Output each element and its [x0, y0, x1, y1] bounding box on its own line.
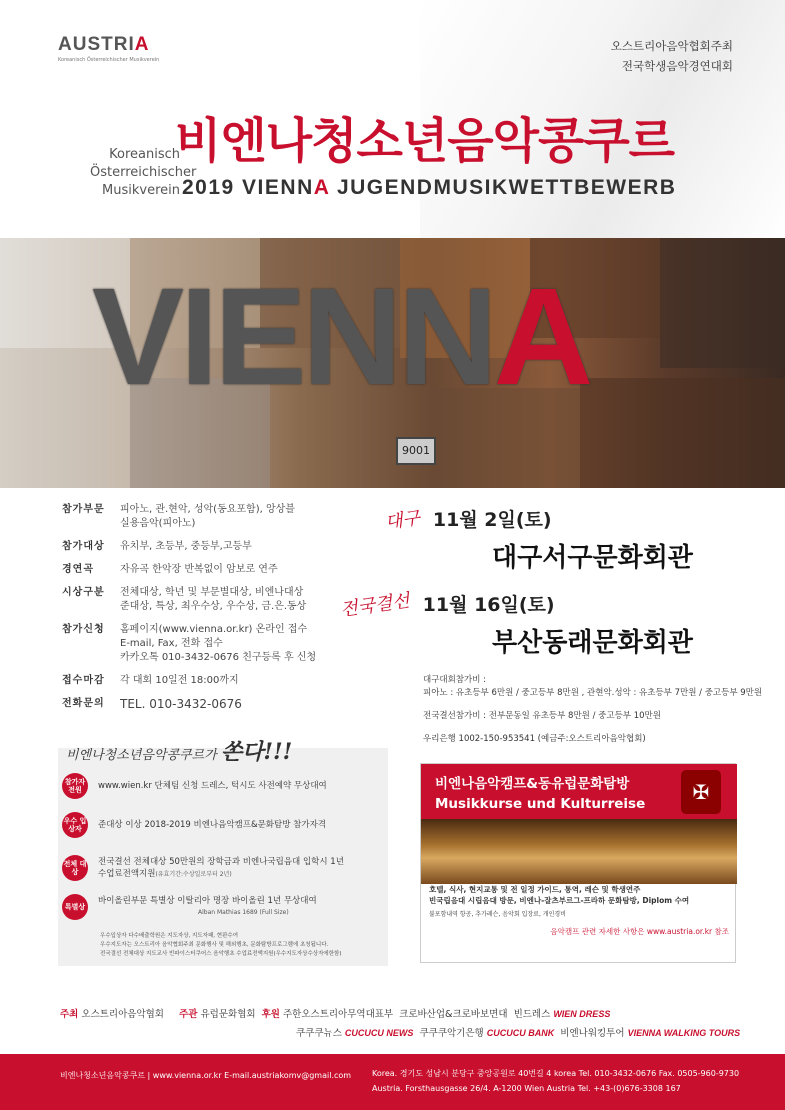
music-camp-box: [420, 763, 736, 963]
host-name: 오스트리아음악협회: [81, 1009, 164, 1020]
benefit-badge: 전체 대상: [62, 855, 88, 881]
fee-label: 대구대회참가비 :: [423, 675, 487, 685]
host-label: 주최: [60, 1009, 79, 1020]
organizer-name: 유럽문화협회: [200, 1009, 256, 1020]
note-line: 우수입상자 다수배출학원은 지도자상, 지도자패, 현판수여: [100, 933, 239, 939]
info-row: [62, 697, 392, 711]
info-row: [62, 674, 392, 688]
info-line: 카카오톡 010-3432-0676 친구등록 후 신청: [120, 652, 317, 663]
info-value: [110, 563, 392, 577]
sponsor-name: 빈드레스: [513, 1009, 551, 1020]
sponsor-name: 쿠쿠쿠뉴스: [296, 1028, 342, 1039]
organizer-line: 전국학생음악경연대회: [621, 59, 733, 73]
camp-line: 호텔, 식사, 현지교통 및 전 일정 가이드, 통역, 레슨 및 학생연주: [429, 885, 641, 894]
photo-tile: [580, 378, 785, 488]
fee-line: 피아노 : 유초등부 6만원 / 중고등부 8만원 , 관현악.성악 : 유초등부 7만원 / 중고등부 9만원: [423, 688, 763, 698]
austria-logo: AUSTRIA: [58, 34, 150, 55]
footer-address-austria: Austria. Forsthausgasse 26/4. A-1200 Wien Austria Tel. +43-(0)676-3308 167: [372, 1084, 681, 1093]
german-title: 2019 VIENNA JUGENDMUSIKWETTBEWERB: [182, 176, 677, 199]
info-line: 준대상, 특상, 최우수상, 우수상, 금.은.동상: [120, 601, 307, 612]
photo-tile: [660, 238, 785, 368]
camp-title: 비엔나음악캠프&동유럽문화탐방: [435, 776, 630, 792]
organizer-info: [611, 36, 733, 76]
info-row: [62, 563, 392, 577]
benefit-row: [62, 812, 382, 838]
association-name: [90, 146, 197, 200]
benefit-badge: 우수 입상자: [62, 812, 88, 838]
camp-line: 불포함내역 항공, 추가레슨, 음악회 입장료, 개인경비: [429, 911, 566, 918]
sponsor-name: 주한오스트리아무역대표부: [282, 1009, 394, 1020]
camp-details: [429, 884, 729, 937]
event-date: 11월 16일(토): [422, 594, 555, 616]
fee-info: [423, 674, 762, 746]
footer-contact: 비엔나청소년음악콩쿠르 | www.vienna.or.kr E-mail.austriakomv@gmail.com: [60, 1071, 352, 1080]
event-city: 전국결선: [339, 590, 411, 621]
info-value: [110, 540, 392, 554]
benefit-line: 수업료전액지원: [98, 868, 156, 879]
info-line: TEL. 010-3432-0676: [120, 697, 242, 711]
info-key: 참가대상: [62, 541, 105, 552]
info-value: [110, 674, 392, 688]
info-key: 시상구분: [62, 587, 105, 598]
benefit-row: [62, 855, 382, 881]
benefit-text: [88, 780, 327, 792]
benefit-line: www.wien.kr 단체팀 신청 드레스, 턱시도 사전예약 무상대여: [98, 781, 327, 791]
info-line: E-mail, Fax, 전화 접수: [120, 638, 223, 649]
info-line: 유치부, 초등부, 중등부,고등부: [120, 541, 252, 552]
sponsor-name: 비엔나워킹투어: [560, 1028, 625, 1039]
concert-hall-photo: [421, 819, 737, 884]
support-label: 후원: [261, 1009, 280, 1020]
association-line: Koreanisch: [109, 147, 180, 162]
eagle-crest-icon: ✠: [681, 770, 721, 814]
benefits-headline: 비엔나청소년음악콩쿠르가 쏜다!!!: [66, 739, 293, 765]
camp-line: 빈국립음대 시립음대 방문, 비엔나-잘츠부르그-프라하 문화탐방, Diplom 수여: [429, 896, 690, 905]
event-venue: 대구서구문화회관: [492, 543, 693, 573]
info-line: 실용음악(피아노): [120, 518, 196, 529]
event-venue: 부산동래문화회관: [492, 628, 693, 658]
info-row: [62, 623, 392, 665]
info-key: 전화문의: [62, 698, 105, 709]
event-city: 대구: [383, 507, 422, 534]
benefit-badge: 참가자 전원: [62, 773, 88, 799]
info-key: 경연곡: [62, 564, 94, 575]
score-screen: 9001: [396, 437, 436, 465]
info-value: [110, 503, 392, 531]
info-line: 각 대회 10일전 18:00까지: [120, 675, 239, 686]
association-line: Musikverein: [102, 183, 180, 198]
footer: [0, 1054, 785, 1110]
benefit-row: [62, 773, 382, 799]
vienna-wordmark: VIENNA: [92, 260, 590, 414]
camp-link-text: 음악캠프 관련 자세한 사항은 www.austria.or.kr 참조: [550, 927, 729, 936]
sponsor-name: 크로바산업&크로바보면대: [399, 1009, 508, 1020]
sponsors-line: [60, 1006, 610, 1020]
camp-subtitle: Musikkurse und Kulturreise: [435, 796, 646, 812]
sponsor-brand: CUCUCU NEWS: [344, 1028, 414, 1038]
sponsor-brand: VIENNA WALKING TOURS: [627, 1028, 741, 1038]
benefit-note: Alban Mathias 1689 (Full Size): [198, 909, 289, 916]
organizer-line: 오스트리아음악협회주최: [610, 39, 733, 53]
info-key: 참가신청: [62, 624, 105, 635]
info-line: 자유곡 한악장 반복없이 암보로 연주: [120, 564, 278, 575]
sponsor-brand: WIEN DRESS: [553, 1009, 611, 1019]
logo-subtitle: Koreanisch Österreichischer Musikverein: [58, 57, 160, 63]
info-key: 참가부문: [62, 504, 105, 515]
sponsor-name: 쿠쿠쿠악기은행: [419, 1028, 484, 1039]
note-line: 우수지도자는 오스트리아 음악협회주최 문화행사 및 해외행초, 문화탐방프로그램에 초청됩니다.: [100, 942, 329, 948]
benefit-text: [88, 856, 344, 881]
info-value: [110, 697, 392, 711]
benefit-note: (유효기간:수상일로부터 2년): [155, 870, 232, 878]
benefit-line: 전국결선 전체대상 50만원의 장학금과 비엔나국립음대 입학시 1년: [98, 856, 344, 867]
sponsors-line: [296, 1025, 740, 1039]
fee-line: 전국결선참가비 : 전부문동일 유초등부 8만원 / 중고등부 10만원: [423, 711, 661, 721]
association-line: Österreichischer: [90, 165, 197, 180]
bank-account: 우리은행 1002-150-953541 (예금주:오스트리아음악협회): [423, 734, 646, 744]
benefit-badge: 특별상: [62, 894, 88, 920]
info-row: [62, 503, 392, 531]
benefit-text: [88, 819, 326, 831]
page-title: 비엔나청소년음악콩쿠르: [175, 113, 675, 169]
info-value: [110, 623, 392, 665]
footer-address-korea: Korea. 경기도 성남시 분당구 중앙공원로 40번길 4 korea Tel. 010-3432-0676 Fax. 0505-960-9730: [372, 1069, 740, 1078]
info-key: 접수마감: [62, 675, 105, 686]
event-date-daegu: [385, 505, 552, 532]
benefit-notes: [100, 932, 342, 959]
benefit-line: 준대상 이상 2018-2019 비엔나음악캠프&문화탐방 참가자격: [98, 820, 326, 830]
info-row: [62, 540, 392, 554]
note-line: 전국결선 전체대상 지도교사 빈파이스터쿠어스 음악행초 수업료전액지원(우수지도자상수상자에한함): [100, 951, 342, 957]
info-line: 홈페이지(www.vienna.or.kr) 온라인 접수: [120, 624, 308, 635]
info-line: 피아노, 관.현악, 성악(동요포함), 앙상블: [120, 504, 295, 515]
sponsor-brand: CUCUCU BANK: [486, 1028, 555, 1038]
benefit-row: [62, 894, 382, 920]
event-date: 11월 2일(토): [432, 509, 552, 531]
organizer-label: 주관: [179, 1009, 198, 1020]
benefit-line: 바이올린부문 특별상 이탈리아 명장 바이올린 1년 무상대여: [98, 896, 317, 906]
info-line: 전체대상, 학년 및 부문별대상, 비엔나대상: [120, 587, 304, 598]
benefit-text: [88, 895, 317, 919]
event-date-final: [339, 590, 555, 621]
